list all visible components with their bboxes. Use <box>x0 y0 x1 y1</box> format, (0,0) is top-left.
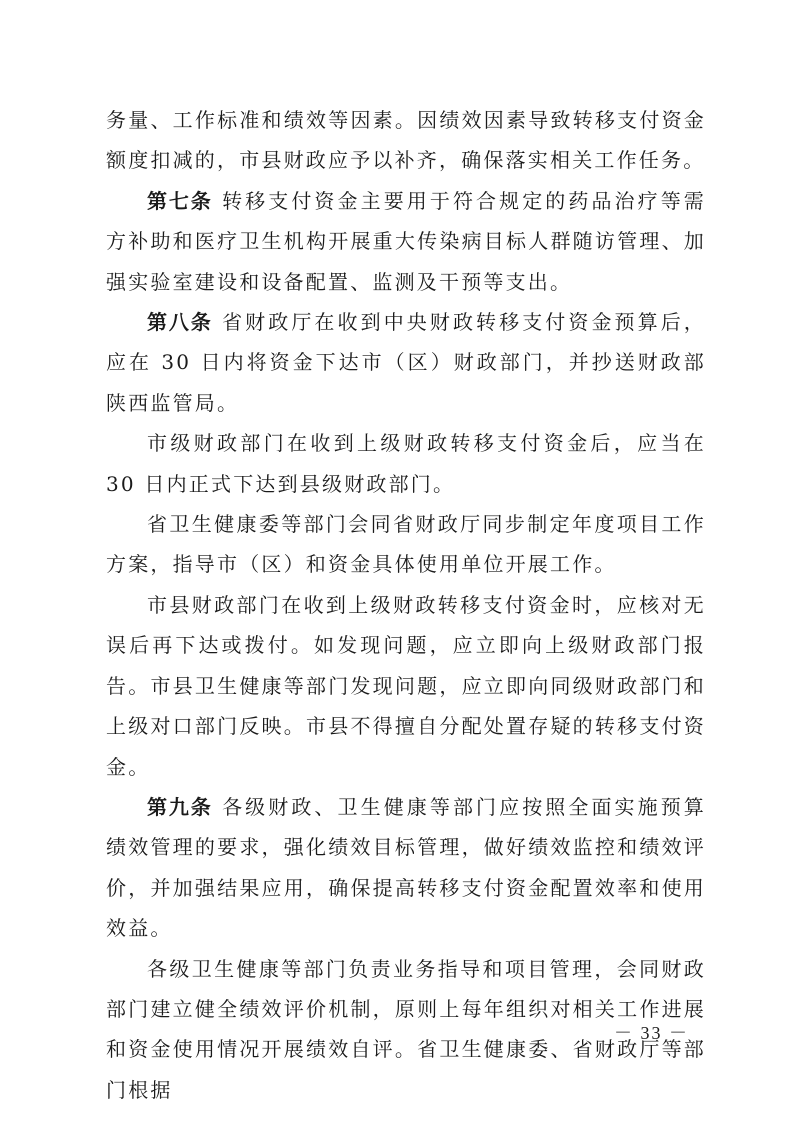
paragraph-continuation <box>106 100 706 181</box>
paragraph-text: 市县财政部门在收到上级财政转移支付资金时，应核对无误后再下达或拨付。如发现问题，应立即向上级财政部门报告。市县卫生健康等部门发现问题，应立即向同级财政部门和上级对口部门反映。市县不得擅自分配处置存疑的转移支付资金。 <box>106 592 706 779</box>
article-7-label: 第七条 <box>147 188 213 213</box>
article-9-paragraph <box>106 787 706 949</box>
paragraph-text: 市级财政部门在收到上级财政转移支付资金后，应当在 30 日内正式下达到县级财政部门。 <box>106 431 706 496</box>
article-8-paragraph <box>106 302 706 423</box>
paragraph-text: 省卫生健康委等部门会同省财政厅同步制定年度项目工作方案，指导市（区）和资金具体使用单位开展工作。 <box>106 512 706 577</box>
page-number: － 33 － <box>614 1023 689 1043</box>
paragraph-text: 务量、工作标准和绩效等因素。因绩效因素导致转移支付资金额度扣减的，市县财政应予以补齐，确保落实相关工作任务。 <box>106 108 706 173</box>
paragraph-text: 各级卫生健康等部门负责业务指导和项目管理，会同财政部门建立健全绩效评价机制，原则上每年组织对相关工作进展和资金使用情况开展绩效自评。省卫生健康委、省财政厅等部门根据 <box>106 956 706 1102</box>
article-7-text: 转移支付资金主要用于符合规定的药品治疗等需方补助和医疗卫生机构开展重大传染病目标人群随访管理、加强实验室建设和设备配置、监测及干预等支出。 <box>106 188 706 294</box>
document-body <box>106 100 706 1110</box>
article-9-label: 第九条 <box>147 794 213 819</box>
article-7-paragraph <box>106 181 706 302</box>
paragraph-health-commission-plan <box>106 504 706 585</box>
paragraph-county-verification <box>106 585 706 787</box>
article-8-text: 省财政厅在收到中央财政转移支付资金预算后，应在 30 日内将资金下达市（区）财政部门，并抄送财政部陕西监管局。 <box>106 310 706 415</box>
article-9-text: 各级财政、卫生健康等部门应按照全面实施预算绩效管理的要求，强化绩效目标管理，做好绩效监控和绩效评价，并加强结果应用，确保提高转移支付资金配置效率和使用效益。 <box>106 794 706 941</box>
paragraph-municipal-finance <box>106 423 706 504</box>
article-8-label: 第八条 <box>147 310 213 335</box>
